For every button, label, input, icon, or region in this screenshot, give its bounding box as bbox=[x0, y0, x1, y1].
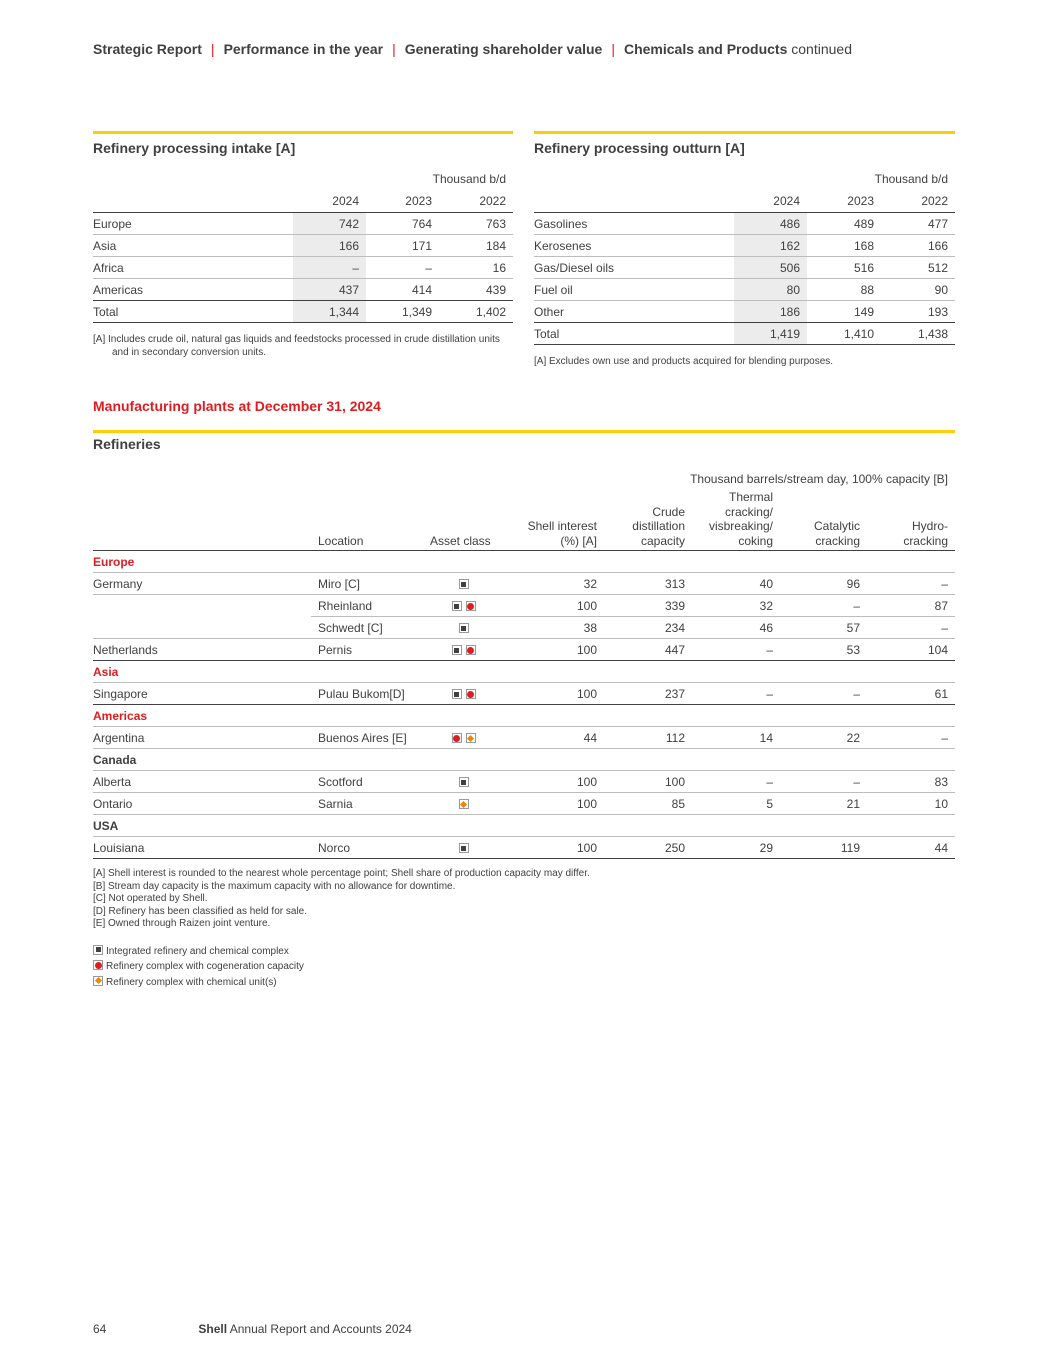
cell: – bbox=[867, 727, 955, 749]
page-footer bbox=[93, 1322, 412, 1336]
cell: 171 bbox=[366, 235, 439, 257]
cell: 88 bbox=[807, 279, 881, 301]
country: Louisiana bbox=[93, 837, 311, 859]
cell: 477 bbox=[881, 213, 955, 235]
crumb-separator: | bbox=[611, 41, 615, 57]
cell: 486 bbox=[734, 213, 807, 235]
legend-item bbox=[93, 975, 955, 991]
col-thermal-line: cracking/ bbox=[724, 504, 773, 519]
col-hydrocracking bbox=[867, 490, 955, 551]
cell: 742 bbox=[293, 213, 366, 235]
cell: 1,438 bbox=[881, 323, 955, 345]
integrated-complex-icon bbox=[452, 601, 462, 611]
asset-class bbox=[416, 617, 511, 639]
location: Sarnia bbox=[311, 793, 416, 815]
cell: 516 bbox=[807, 257, 881, 279]
intake-section bbox=[93, 131, 513, 359]
col-hydro-line: cracking bbox=[903, 533, 948, 548]
row-label: Other bbox=[534, 304, 565, 319]
cell: 90 bbox=[881, 279, 955, 301]
cell: 29 bbox=[692, 837, 780, 859]
asset-class bbox=[416, 573, 511, 595]
year-header: 2024 bbox=[734, 190, 807, 213]
cell: 83 bbox=[867, 771, 955, 793]
table-row bbox=[534, 235, 955, 257]
cell: 439 bbox=[485, 282, 507, 297]
integrated-complex-icon bbox=[459, 623, 469, 633]
table-row bbox=[93, 639, 955, 661]
asset-class bbox=[416, 595, 511, 617]
region-canada: Canada bbox=[93, 749, 955, 771]
cogeneration-icon bbox=[452, 733, 462, 743]
outturn-section bbox=[534, 131, 955, 368]
cell: 186 bbox=[734, 301, 807, 323]
cell: 1,419 bbox=[734, 323, 807, 345]
col-shell-interest-line: (%) [A] bbox=[560, 533, 597, 548]
asset-legend bbox=[93, 944, 955, 991]
brand-name: Shell bbox=[198, 1322, 228, 1336]
cell: – bbox=[692, 683, 780, 705]
cell: 489 bbox=[807, 213, 881, 235]
col-shell-interest bbox=[511, 490, 604, 551]
total-row bbox=[534, 323, 955, 345]
cell: 100 bbox=[604, 771, 692, 793]
cell: 764 bbox=[366, 213, 439, 235]
col-shell-interest-line: Shell interest bbox=[527, 519, 597, 533]
cell: 437 bbox=[293, 279, 366, 301]
table-row bbox=[93, 727, 955, 749]
cell: – bbox=[780, 683, 867, 705]
cell: 22 bbox=[780, 727, 867, 749]
cell: – bbox=[780, 771, 867, 793]
cell: – bbox=[366, 257, 439, 279]
location: Pulau Bukom[D] bbox=[311, 683, 416, 705]
location: Schwedt [C] bbox=[311, 617, 416, 639]
cell: 506 bbox=[734, 257, 807, 279]
table-row bbox=[93, 595, 955, 617]
col-thermal-line: Thermal bbox=[728, 490, 773, 504]
cell: 763 bbox=[439, 213, 513, 235]
section-rule bbox=[93, 430, 955, 433]
location: Miro [C] bbox=[311, 573, 416, 595]
cell: 87 bbox=[867, 595, 955, 617]
table-row bbox=[93, 793, 955, 815]
country bbox=[93, 617, 311, 639]
row-label: Total bbox=[93, 301, 293, 323]
legend-item bbox=[93, 959, 955, 975]
table-row bbox=[93, 235, 513, 257]
cell: 447 bbox=[604, 639, 692, 661]
cell: 100 bbox=[511, 771, 604, 793]
cell: 85 bbox=[604, 793, 692, 815]
col-catalytic-cracking bbox=[780, 490, 867, 551]
country: Alberta bbox=[93, 771, 311, 793]
region-row bbox=[93, 661, 955, 683]
intake-footnote: [A] Includes crude oil, natural gas liquids and feedstocks processed in crude distillation units and in secondary conversion units. bbox=[93, 334, 500, 358]
chemical-unit-icon bbox=[93, 976, 103, 986]
intake-unit: Thousand b/d bbox=[432, 172, 507, 186]
country: Ontario bbox=[93, 793, 311, 815]
region-usa: USA bbox=[93, 815, 955, 837]
crumb-continued: continued bbox=[791, 41, 852, 57]
integrated-complex-icon bbox=[93, 945, 103, 955]
page-number: 64 bbox=[93, 1322, 107, 1336]
asset-class bbox=[416, 727, 511, 749]
cell: 512 bbox=[881, 257, 955, 279]
cell: 32 bbox=[511, 573, 604, 595]
table-row bbox=[93, 617, 955, 639]
footnote: [D] Refinery has been classified as held for sale. bbox=[93, 905, 307, 917]
cell: 1,410 bbox=[807, 323, 881, 345]
col-catalytic-line: Catalytic bbox=[813, 519, 860, 533]
cell: 16 bbox=[439, 257, 513, 279]
col-crude-line: capacity bbox=[640, 533, 685, 548]
refineries-unit: Thousand barrels/stream day, 100% capacity [B] bbox=[690, 472, 948, 486]
asset-class bbox=[416, 793, 511, 815]
integrated-complex-icon bbox=[452, 645, 462, 655]
row-label: Asia bbox=[93, 235, 293, 257]
table-row bbox=[534, 301, 955, 323]
cell: 100 bbox=[511, 639, 604, 661]
crumb-strategic-report[interactable]: Strategic Report bbox=[93, 41, 202, 57]
cell: 44 bbox=[511, 727, 604, 749]
region-americas: Americas bbox=[93, 705, 955, 727]
cell: 168 bbox=[807, 235, 881, 257]
cell: 100 bbox=[511, 683, 604, 705]
refineries-footnotes bbox=[93, 868, 955, 931]
cell: 149 bbox=[853, 304, 874, 319]
col-location: Location bbox=[311, 490, 416, 551]
outturn-footnote: [A] Excludes own use and products acquired for blending purposes. bbox=[534, 356, 834, 367]
table-row bbox=[534, 213, 955, 235]
legend-label: Refinery complex with cogeneration capacity bbox=[106, 961, 304, 972]
cell: 96 bbox=[780, 573, 867, 595]
cell: 100 bbox=[511, 837, 604, 859]
cell: 250 bbox=[604, 837, 692, 859]
crumb-separator: | bbox=[392, 41, 396, 57]
row-label: Total bbox=[534, 323, 734, 345]
integrated-complex-icon bbox=[452, 689, 462, 699]
cogeneration-icon bbox=[466, 645, 476, 655]
footer-title: Annual Report and Accounts 2024 bbox=[229, 1322, 412, 1336]
location: Pernis bbox=[311, 639, 416, 661]
cell: 193 bbox=[927, 304, 949, 319]
region-row bbox=[93, 705, 955, 727]
cell: 234 bbox=[604, 617, 692, 639]
table-row bbox=[93, 257, 513, 279]
total-row bbox=[93, 301, 513, 323]
row-label: Africa bbox=[93, 257, 293, 279]
legend-item bbox=[93, 944, 955, 960]
cell: 53 bbox=[780, 639, 867, 661]
table-row bbox=[93, 771, 955, 793]
cell: 32 bbox=[692, 595, 780, 617]
cell: 100 bbox=[511, 595, 604, 617]
crumb-separator: | bbox=[210, 41, 215, 57]
row-label: Europe bbox=[93, 213, 293, 235]
footnote: [A] Shell interest is rounded to the nearest whole percentage point; Shell share of production capacity may differ. bbox=[93, 868, 590, 879]
col-thermal-cracking bbox=[692, 490, 780, 551]
breadcrumb bbox=[93, 41, 852, 57]
year-header: 2023 bbox=[366, 190, 439, 213]
cell: 237 bbox=[604, 683, 692, 705]
cell: – bbox=[867, 573, 955, 595]
outturn-table bbox=[534, 168, 955, 345]
region-row bbox=[93, 749, 955, 771]
refineries-section bbox=[93, 468, 955, 990]
cell: 119 bbox=[780, 837, 867, 859]
outturn-unit: Thousand b/d bbox=[874, 172, 949, 186]
region-europe: Europe bbox=[93, 551, 955, 573]
country: Germany bbox=[93, 573, 311, 595]
col-thermal-line: visbreaking/ bbox=[708, 519, 773, 533]
asset-class bbox=[416, 639, 511, 661]
plants-title: Manufacturing plants at December 31, 2024 bbox=[93, 398, 381, 414]
intake-title: Refinery processing intake [A] bbox=[93, 140, 296, 156]
cogeneration-icon bbox=[466, 689, 476, 699]
cell: 166 bbox=[293, 235, 366, 257]
cell: 339 bbox=[604, 595, 692, 617]
region-asia: Asia bbox=[93, 661, 955, 683]
cell: 112 bbox=[604, 727, 692, 749]
cell: 44 bbox=[867, 837, 955, 859]
integrated-complex-icon bbox=[459, 843, 469, 853]
cell: 46 bbox=[692, 617, 780, 639]
region-row bbox=[93, 551, 955, 573]
col-catalytic-line: cracking bbox=[815, 533, 860, 548]
cell: 61 bbox=[867, 683, 955, 705]
table-row bbox=[93, 213, 513, 235]
cell: 10 bbox=[867, 793, 955, 815]
cell: 104 bbox=[867, 639, 955, 661]
table-row bbox=[93, 683, 955, 705]
cell: 38 bbox=[511, 617, 604, 639]
cell: 313 bbox=[604, 573, 692, 595]
cell: 21 bbox=[780, 793, 867, 815]
table-row bbox=[534, 257, 955, 279]
intake-table bbox=[93, 168, 513, 323]
table-row bbox=[93, 279, 513, 301]
col-crude-distillation bbox=[604, 490, 692, 551]
location: Norco bbox=[311, 837, 416, 859]
table-row bbox=[93, 573, 955, 595]
cell: 166 bbox=[881, 235, 955, 257]
col-crude-line: distillation bbox=[632, 519, 685, 533]
refineries-subtitle: Refineries bbox=[93, 436, 161, 452]
row-label: Fuel oil bbox=[534, 279, 734, 301]
cell: 40 bbox=[692, 573, 780, 595]
location: Scotford bbox=[311, 771, 416, 793]
year-header: 2024 bbox=[293, 190, 366, 213]
legend-label: Integrated refinery and chemical complex bbox=[106, 945, 289, 957]
year-header: 2023 bbox=[807, 190, 881, 213]
cell: 1,344 bbox=[293, 301, 366, 323]
row-label: Americas bbox=[93, 282, 144, 297]
col-asset-class: Asset class bbox=[416, 490, 511, 551]
cell: 80 bbox=[734, 279, 807, 301]
section-rule bbox=[93, 131, 513, 134]
integrated-complex-icon bbox=[459, 777, 469, 787]
asset-class bbox=[416, 771, 511, 793]
country: Singapore bbox=[93, 683, 311, 705]
country bbox=[93, 595, 311, 617]
col-crude-line: Crude bbox=[652, 504, 685, 519]
cogeneration-icon bbox=[93, 960, 103, 970]
region-row bbox=[93, 815, 955, 837]
country: Netherlands bbox=[93, 639, 311, 661]
asset-class bbox=[416, 837, 511, 859]
year-header: 2022 bbox=[881, 190, 955, 213]
cell: 5 bbox=[692, 793, 780, 815]
row-label: Gasolines bbox=[534, 213, 734, 235]
cell: – bbox=[867, 617, 955, 639]
cell: 162 bbox=[734, 235, 807, 257]
row-label: Gas/Diesel oils bbox=[534, 257, 734, 279]
cell: 184 bbox=[439, 235, 513, 257]
refineries-table bbox=[93, 490, 955, 859]
crumb-shareholder-value[interactable]: Generating shareholder value bbox=[404, 41, 603, 57]
chemical-unit-icon bbox=[459, 799, 469, 809]
crumb-performance[interactable]: Performance in the year bbox=[223, 41, 384, 57]
year-header: 2022 bbox=[439, 190, 513, 213]
footnote: [B] Stream day capacity is the maximum capacity with no allowance for downtime. bbox=[93, 880, 456, 892]
cell: 57 bbox=[780, 617, 867, 639]
integrated-complex-icon bbox=[459, 579, 469, 589]
location: Rheinland bbox=[311, 595, 416, 617]
col-hydro-line: Hydro- bbox=[911, 519, 948, 533]
table-row bbox=[93, 837, 955, 859]
section-rule bbox=[534, 131, 955, 134]
col-thermal-line: coking bbox=[738, 533, 773, 548]
asset-class bbox=[416, 683, 511, 705]
crumb-chemicals-products[interactable]: Chemicals and Products bbox=[623, 41, 788, 57]
cell: – bbox=[692, 771, 780, 793]
cell: 1,349 bbox=[366, 301, 439, 323]
footnote: [C] Not operated by Shell. bbox=[93, 893, 208, 904]
location: Buenos Aires [E] bbox=[311, 727, 416, 749]
cogeneration-icon bbox=[466, 601, 476, 611]
cell: 414 bbox=[411, 282, 432, 297]
outturn-title: Refinery processing outturn [A] bbox=[534, 140, 745, 156]
cell: 100 bbox=[511, 793, 604, 815]
cell: – bbox=[293, 257, 366, 279]
cell: – bbox=[692, 639, 780, 661]
table-row bbox=[534, 279, 955, 301]
legend-label: Refinery complex with chemical unit(s) bbox=[106, 976, 277, 988]
cell: 14 bbox=[692, 727, 780, 749]
country: Argentina bbox=[93, 727, 311, 749]
footnote: [E] Owned through Raizen joint venture. bbox=[93, 918, 271, 929]
chemical-unit-icon bbox=[466, 733, 476, 743]
cell: 1,402 bbox=[439, 301, 513, 323]
row-label: Kerosenes bbox=[534, 235, 734, 257]
cell: – bbox=[780, 595, 867, 617]
